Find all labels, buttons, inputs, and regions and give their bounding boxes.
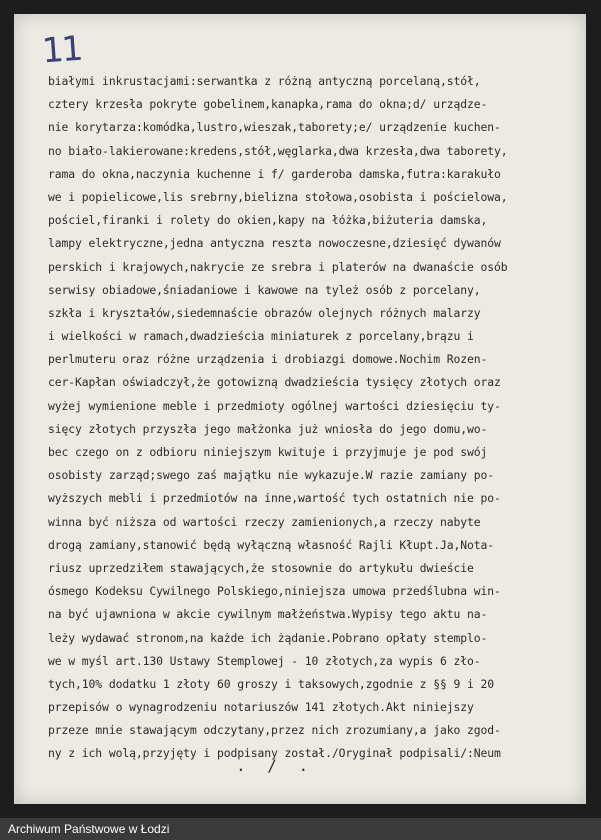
text-line: nie korytarza:komódka,lustro,wieszak,taborety;e/ urządzenie kuchen- [48,120,501,135]
footer-mark: . / . [236,756,315,775]
page-number: 11 [40,28,83,72]
text-line: sięcy złotych przyszła jego małżonka już wniosła do jego domu,wo- [48,421,488,436]
text-line: szkła i kryształów,siedemnaście obrazów olejnych różnych malarzy [48,305,481,320]
archive-label: Archiwum Państwowe w Łodzi [8,822,170,836]
text-line: wyżej wymienione meble i przedmioty ogólnej wartości dziesięciu ty- [48,398,501,413]
text-line: osobisty zarząd;swego zaś majątku nie wykazuje.W razie zamiany po- [48,468,495,483]
text-line: riusz uprzedziłem stawających,że stosownie do artykułu dwieście [48,560,474,575]
text-line: we w myśl art.130 Ustawy Stemplowej - 10 złotych,za wypis 6 zło- [48,653,481,668]
text-line: cztery krzesła pokryte gobelinem,kanapka,rama do okna;d/ urządze- [48,97,488,112]
text-line: bec czego on z odbioru niniejszym kwituje i przyjmuje je pod swój [48,445,488,459]
text-line: lampy elektryczne,jedna antyczna reszta nowoczesne,dziesięć dywanów [48,236,501,251]
text-line: wyższych mebli i przedmiotów na inne,wartość tych ostatnich nie po- [48,491,501,506]
text-line: tych,10% dodatku 1 złoty 60 groszy i taksowych,zgodnie z §§ 9 i 20 [48,676,495,691]
typed-text-block [48,70,584,766]
text-line: rama do okna,naczynia kuchenne i f/ garderoba damska,futra:karakuło [48,166,501,181]
text-line: i wielkości w ramach,dwadzieścia miniaturek z porcelany,brązu i [48,329,474,344]
text-line: pościel,firanki i rolety do okien,kapy na łóżka,biżuteria damska, [48,213,488,228]
text-line: we i popielicowe,lis srebrny,bielizna stołowa,osobista i pościelowa, [48,189,508,204]
text-line: no biało-lakierowane:kredens,stół,węglarka,dwa krzesła,dwa taborety, [48,143,508,158]
text-line: drogą zamiany,stanowić będą wyłączną własność Rajli Kłupt.Ja,Nota- [48,537,495,552]
document-page [14,14,586,804]
text-line: leży wydawać stronom,na każde ich żądanie.Pobrano opłaty stemplo- [48,630,488,645]
text-line: winna być niższa od wartości rzeczy zamienionych,a rzeczy nabyte [48,514,481,529]
text-line: perlmuteru oraz różne urządzenia i drobiazgi domowe.Nochim Rozen- [48,352,488,367]
archive-bar [0,818,601,840]
text-line: przepisów o wynagrodzeniu notariuszów 141 złotych.Akt niniejszy [48,700,474,715]
text-line: na być ujawniona w akcie cywilnym małżeństwa.Wypisy tego aktu na- [48,607,488,622]
text-line: perskich i krajowych,nakrycie ze srebra i platerów na dwanaście osób [48,259,508,274]
text-line: serwisy obiadowe,śniadaniowe i kawowe na tyleż osób z porcelany, [48,282,481,297]
text-line: cer-Kapłan oświadczył,że gotowizną dwadzieścia tysięcy złotych oraz [48,375,501,390]
text-line: przeze mnie stawającym odczytany,przez nich zrozumiany,a jako zgod- [48,723,501,738]
text-line: białymi inkrustacjami:serwantka z różną antyczną porcelaną,stół, [48,74,481,88]
text-line: ny z ich wolą,przyjęty i podpisany został./Oryginał podpisali/:Neum [48,746,501,761]
text-line: ósmego Kodeksu Cywilnego Polskiego,niniejsza umowa przedślubna win- [48,584,501,599]
